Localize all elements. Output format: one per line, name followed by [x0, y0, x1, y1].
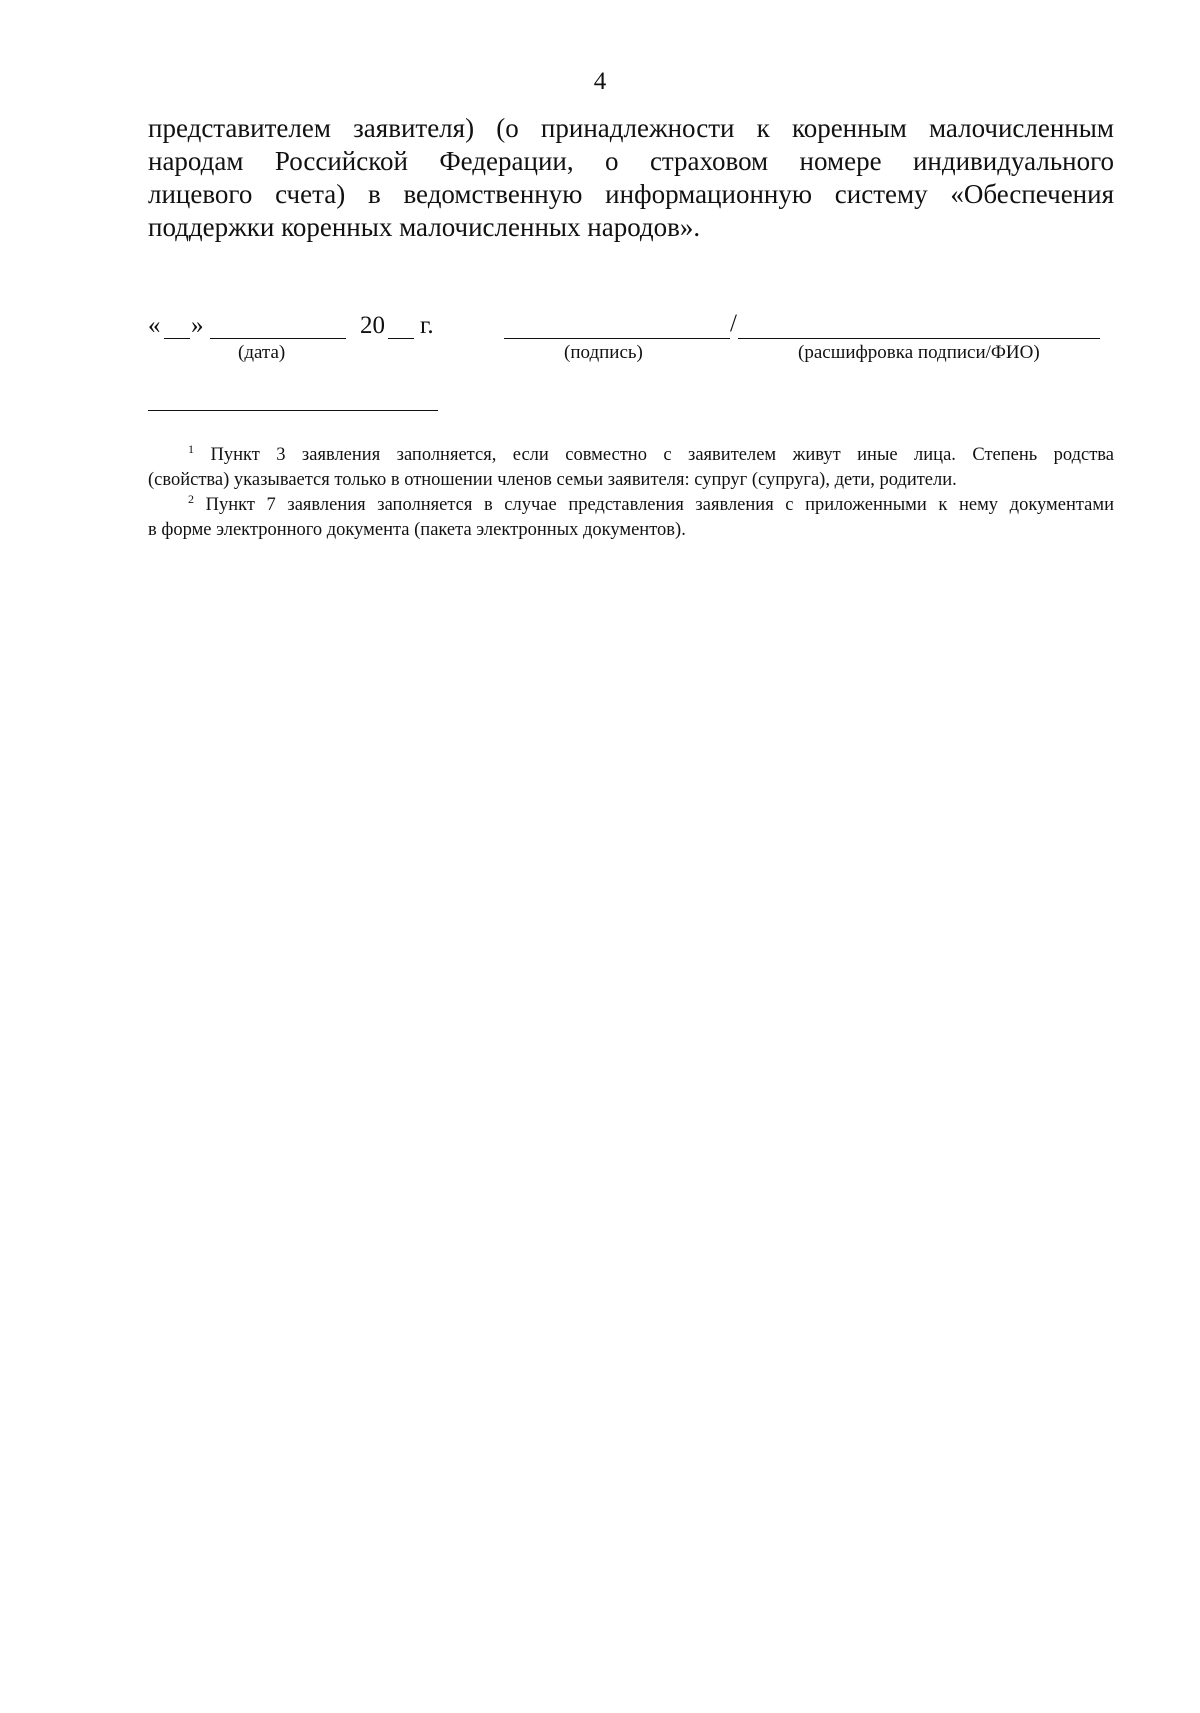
page-number: 4 — [593, 68, 607, 95]
footnote-1-line-1 — [148, 443, 1114, 468]
footnote-2-line-1 — [148, 493, 1114, 518]
decoding-blank-line — [738, 338, 1100, 339]
year-blank-line — [388, 338, 414, 339]
paragraph-line: лицевого счета) в ведомственную информационную систему «Обеспечения — [148, 179, 1114, 209]
caption-decoding: (расшифровка подписи/ФИО) — [798, 342, 1040, 363]
caption-date: (дата) — [238, 342, 286, 363]
quote-close: » — [191, 312, 204, 339]
day-blank-line — [164, 338, 190, 339]
footnote-2-line-2: в форме электронного документа (пакета электронных документов). — [148, 520, 686, 540]
footnote-1-line-2: (свойства) указывается только в отношении членов семьи заявителя: супруг (супруга), дети, родители. — [148, 470, 957, 490]
caption-signature: (подпись) — [564, 342, 643, 363]
year-suffix: г. — [420, 312, 434, 339]
footnote-text: Пункт 3 заявления заполняется, если совместно с заявителем живут иные лица. Степень родства — [210, 445, 1115, 465]
year-prefix: 20 — [360, 312, 385, 339]
footnote-mark: 2 — [188, 492, 194, 506]
signature-slash: / — [730, 310, 737, 337]
quote-open: « — [148, 312, 161, 339]
signature-block — [148, 312, 1114, 372]
footnotes — [148, 443, 1114, 543]
month-blank-line — [210, 338, 346, 339]
signature-blank-line — [504, 338, 730, 339]
paragraph-line: поддержки коренных малочисленных народов». — [148, 212, 701, 242]
paragraph-line: представителем заявителя) (о принадлежности к коренным малочисленным — [148, 113, 1114, 143]
footnote-separator — [148, 410, 438, 411]
body-paragraph — [148, 112, 1114, 244]
footnote-mark: 1 — [188, 442, 194, 456]
paragraph-line: народам Российской Федерации, о страховом номере индивидуального — [148, 146, 1114, 176]
footnote-text: Пункт 7 заявления заполняется в случае представления заявления с приложенными к нему документами — [205, 495, 1114, 515]
